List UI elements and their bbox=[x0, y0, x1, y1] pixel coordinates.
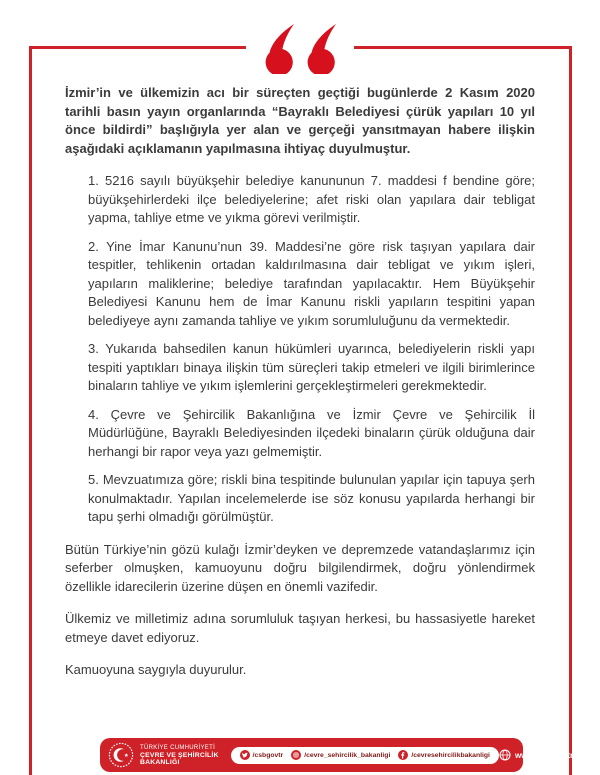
facebook-link[interactable] bbox=[398, 750, 490, 760]
twitter-icon bbox=[240, 750, 250, 760]
facebook-handle: /cevresehircilikbakanligi bbox=[411, 751, 490, 759]
statement-numbered-list bbox=[65, 172, 535, 527]
statement-item-2: 2. Yine İmar Kanunu’nun 39. Maddesi’ne göre risk taşıyan yapılara dair tespitler, tehlikenin ortadan kaldırılmasına dair tebligat ve yıkım işleri, yapıların maliklerine; belediye tarafından yapılacaktır. Hem Büyükşehir Belediyesi Kanunu hem de İmar Kanunu riskli yapıların tespitini yapan belediyeye aynı zamanda tahliye ve yıkım sorumluluğunu da vermektedir. bbox=[88, 238, 535, 328]
instagram-icon bbox=[291, 750, 301, 760]
social-pill bbox=[231, 747, 499, 764]
statement-item-1: 1. 5216 sayılı büyükşehir belediye kanununun 7. maddesi f bendine göre; büyükşehirlerdeki ilçe belediyelerine; afet riski olan yapılara dair tebligat yapma, tahliye etme ve yıkma görevi verilmiştir. bbox=[88, 173, 535, 225]
statement-item-5: 5. Mevzuatımıza göre; riskli bina tespitinde bulunulan yapılar için tapuya şerh konulmaktadır. Yapılan incelemelerde ise söz konusu yapılarda herhangi bir tapu şerhi olmadığı görülmüştür. bbox=[88, 472, 535, 524]
twitter-link[interactable] bbox=[240, 750, 284, 760]
statement-body bbox=[65, 84, 535, 680]
ministry-emblem-icon bbox=[108, 742, 134, 768]
statement-intro: İzmir’in ve ülkemizin acı bir süreçten geçtiği bugünlerde 2 Kasım 2020 tarihli basın yayın organlarında “Bayraklı Belediyesi çürük yapıları 10 yıl önce bildirdi” başlığıyla yer alan ve gerçeği yansıtmayan habere ilişkin aşağıdaki açıklamanın yapılmasına ihtiyaç duyulmuştur. bbox=[65, 85, 535, 156]
website-url: www.csb.gov.tr bbox=[514, 750, 574, 760]
statement-closing-1: Bütün Türkiye’nin gözü kulağı İzmir’deyken ve depremzede vatandaşlarımız için seferber olmuşken, kamuoyunu doğru bilgilendirmek, doğru yönlendirmek özellikle idarecilerin üzerine düşen en önemli vazifedir. bbox=[65, 541, 535, 594]
open-quote-icon bbox=[262, 24, 338, 74]
instagram-handle: /cevre_sehircilik_bakanligi bbox=[304, 751, 391, 759]
facebook-icon bbox=[398, 750, 408, 760]
instagram-link[interactable] bbox=[291, 750, 390, 760]
statement-item-3: 3. Yukarıda bahsedilen kanun hükümleri uyarınca, belediyelerin riskli yapı tespiti yaptıkları binaya ilişkin tüm süreçleri takip etmeleri ve ilgili birimlerince binaların tahliye ve yıkım işlemlerini gerçekleştirmeleri gerekmektedir. bbox=[88, 341, 535, 393]
footer-bar bbox=[100, 738, 574, 772]
globe-icon bbox=[499, 749, 511, 761]
twitter-handle: /csbgovtr bbox=[252, 751, 284, 759]
statement-closing-2: Ülkemiz ve milletimiz adına sorumluluk taşıyan herkesi, bu hassasiyetle hareket etmeye davet ediyoruz. bbox=[65, 611, 535, 645]
ministry-name bbox=[140, 745, 219, 766]
ministry-name-line1: TÜRKİYE CUMHURİYETİ bbox=[140, 744, 216, 751]
statement-closing-3: Kamuoyuna saygıyla duyurulur. bbox=[65, 662, 247, 677]
ministry-name-line3: BAKANLIĞI bbox=[140, 758, 180, 766]
website-link[interactable] bbox=[499, 749, 573, 761]
statement-item-4: 4. Çevre ve Şehircilik Bakanlığına ve İzmir Çevre ve Şehircilik İl Müdürlüğüne, Bayraklı Belediyesinden ilçedeki binaların çürük olduğuna dair herhangi bir rapor veya yazı gelmemiştir. bbox=[88, 406, 535, 459]
ministry-name-line2: ÇEVRE VE ŞEHİRCİLİK bbox=[140, 751, 219, 759]
